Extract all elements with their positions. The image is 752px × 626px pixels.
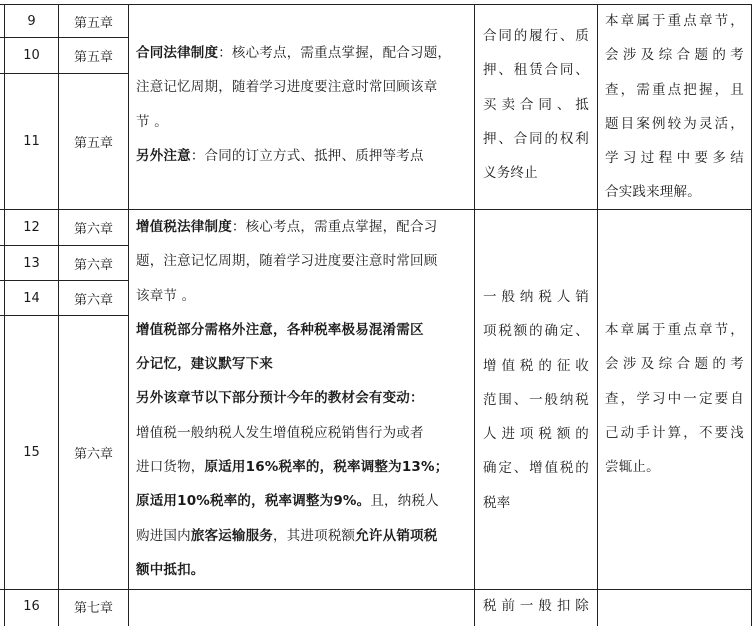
ch6-desc: ：核心考点，需重点掌握，配合习 — [231, 219, 438, 235]
topic-line: 税前一般扣除 — [483, 598, 589, 614]
topic-line: 确定、增值税的 — [483, 460, 589, 477]
remark-line: 本章属于重点章节， — [605, 322, 744, 338]
topic-line: 一般纳税人销 — [483, 289, 589, 305]
topic-line: 范围、一般纳税 — [483, 391, 589, 408]
ch6-warning: 增值税部分需格外注意，各种税率极易混淆需区 — [136, 321, 424, 338]
row-chapter: 第七章 — [73, 600, 113, 616]
ch6-topics — [483, 280, 589, 520]
ch6-desc: 该章节 。 — [136, 287, 196, 304]
ch6-emphasis: 旅客运输服务 — [190, 527, 274, 544]
row-chapter: 第六章 — [73, 447, 113, 462]
topic-line: 义务终止 — [483, 165, 538, 182]
ch6-rule: 进口货物， — [136, 459, 205, 476]
remark-line: 己动手计算，不要浅 — [605, 424, 744, 441]
topic-line: 税率 — [483, 494, 511, 511]
topic-line: 合同的履行、质 — [483, 28, 589, 44]
row-chapter: 第六章 — [73, 292, 113, 308]
row-number: 11 — [23, 134, 40, 149]
ch5-description — [136, 36, 470, 173]
ch5-note: ：合同的订立方式、抵押、质押等考点 — [190, 147, 424, 164]
remark-line: 查，需重点把握，且 — [605, 81, 744, 98]
col-divider — [597, 4, 598, 626]
ch5-remark — [605, 4, 744, 210]
row-chapter: 第五章 — [73, 15, 113, 31]
ch5-heading: 合同法律制度 — [136, 45, 219, 61]
col-divider — [128, 4, 129, 626]
ch6-rule: 增值税一般纳税人发生增值税应税销售行为或者 — [136, 424, 424, 441]
row-chapter: 第六章 — [73, 257, 113, 273]
remark-line: 会涉及综合题的考 — [605, 47, 744, 64]
remark-line: 尝辄止。 — [605, 459, 660, 476]
ch6-change-note: 另外该章节以下部分预计今年的教材会有变动： — [136, 390, 424, 407]
topic-line: 项税额的确定、 — [483, 323, 589, 340]
ch7-topics — [483, 589, 589, 623]
topic-line: 押、租赁合同、 — [483, 62, 589, 79]
row-chapter: 第五章 — [73, 50, 113, 65]
row-number: 10 — [23, 48, 40, 63]
ch5-note-label: 另外注意 — [136, 147, 191, 164]
row-number: 16 — [23, 598, 40, 614]
ch5-desc: ：核心考点，需重点掌握，配合习题， — [218, 45, 452, 61]
row-number: 15 — [23, 445, 40, 460]
ch6-heading: 增值税法律制度 — [136, 219, 232, 235]
row-number: 13 — [23, 255, 40, 271]
ch6-rule: 且，纳税人 — [370, 493, 439, 510]
row-number: 14 — [23, 290, 40, 306]
topic-line: 押、合同的权利 — [483, 130, 589, 147]
ch5-desc: 节 。 — [136, 113, 168, 130]
ch6-remark — [605, 313, 744, 484]
topic-line: 人进项税额的 — [483, 426, 589, 443]
row-chapter: 第五章 — [73, 136, 113, 151]
remark-line: 本章属于重点章节， — [605, 13, 744, 29]
ch6-emphasis: 额中抵扣。 — [136, 561, 205, 578]
remark-line: 合实践来理解。 — [605, 184, 701, 201]
row-chapter: 第六章 — [73, 222, 113, 237]
ch6-rate-change: 原适用16%税率的，税率调整为13%； — [204, 459, 449, 476]
remark-line: 题目案例较为灵活， — [605, 115, 744, 132]
ch6-emphasis: 允许从销项税 — [355, 527, 438, 544]
row-number: 12 — [23, 220, 40, 235]
topic-line: 增值税的征收 — [483, 357, 589, 374]
ch6-warning: 分记忆，建议默写下来 — [136, 356, 273, 373]
topic-line: 买卖合同、抵 — [483, 96, 589, 113]
ch5-desc: 注意记忆周期，随着学习进度要注意时常回顾该章 — [136, 79, 438, 96]
remark-line: 会涉及综合题的考 — [605, 356, 744, 373]
ch5-topics — [483, 19, 589, 190]
ch6-description — [136, 210, 470, 587]
col-divider — [474, 4, 475, 626]
ch6-rule: 购进国内 — [136, 527, 191, 544]
remark-line: 查，学习中一定要自 — [605, 390, 744, 407]
remark-line: 学习过程中要多结 — [605, 150, 744, 167]
ch6-desc: 题，注意记忆周期，随着学习进度要注意时常回顾 — [136, 253, 438, 270]
ch6-rule: ，其进项税额 — [273, 527, 356, 544]
ch6-rate-change: 原适用10%税率的，税率调整为9%。 — [136, 493, 371, 510]
row-number: 9 — [27, 13, 36, 29]
